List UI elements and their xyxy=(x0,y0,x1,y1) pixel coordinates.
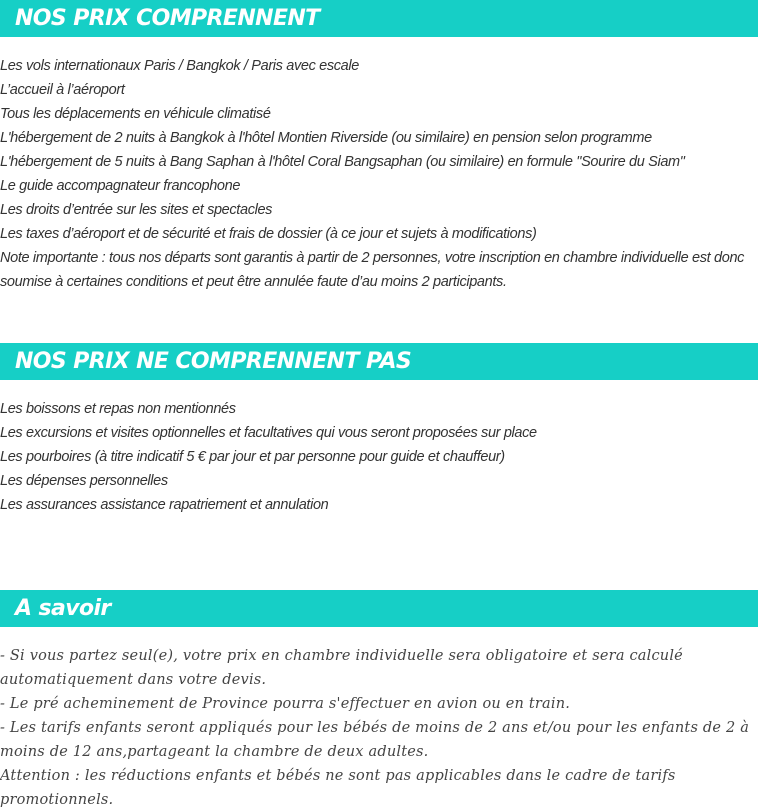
list-item: Les taxes d’aéroport et de sécurité et frais de dossier (à ce jour et sujets à modifications) xyxy=(0,226,537,242)
list-item: L'hébergement de 2 nuits à Bangkok à l'hôtel Montien Riverside (ou similaire) en pension selon programme xyxy=(0,130,652,146)
important-note: Note importante : tous nos départs sont garantis à partir de 2 personnes, votre inscription en chambre individuelle est donc soumise à certaines conditions et peut être annulée faute d’au moins 2 participants. xyxy=(0,250,745,290)
list-item: Les excursions et visites optionnelles et facultatives qui vous seront proposées sur place xyxy=(0,425,537,441)
list-item: Les assurances assistance rapatriement et annulation xyxy=(0,497,329,513)
info-list xyxy=(0,644,758,812)
section-title-included: NOS PRIX COMPRENNENT xyxy=(0,0,758,37)
section-title-info: A savoir xyxy=(0,590,758,627)
info-item: - Si vous partez seul(e), votre prix en chambre individuelle sera obligatoire et sera calculé automatiquement dans votre devis. xyxy=(0,648,683,688)
list-item: Le guide accompagnateur francophone xyxy=(0,178,241,194)
info-item: - Les tarifs enfants seront appliqués pour les bébés de moins de 2 ans et/ou pour les enfants de 2 à moins de 12 ans,partageant la chambre de deux adultes. xyxy=(0,720,750,760)
list-item: L’accueil à l’aéroport xyxy=(0,82,125,98)
info-item: - Le pré acheminement de Province pourra s'effectuer en avion ou en train. xyxy=(0,696,571,712)
included-list xyxy=(0,54,758,294)
list-item: L'hébergement de 5 nuits à Bang Saphan à l'hôtel Coral Bangsaphan (ou similaire) en formule "Sourire du Siam" xyxy=(0,154,685,170)
list-item: Les boissons et repas non mentionnés xyxy=(0,401,236,417)
list-item: Tous les déplacements en véhicule climatisé xyxy=(0,106,271,122)
section-title-excluded: NOS PRIX NE COMPRENNENT PAS xyxy=(0,343,758,380)
list-item: Les vols internationaux Paris / Bangkok / Paris avec escale xyxy=(0,58,359,74)
excluded-list xyxy=(0,397,758,517)
list-item: Les pourboires (à titre indicatif 5 € par jour et par personne pour guide et chauffeur) xyxy=(0,449,505,465)
list-item: Les dépenses personnelles xyxy=(0,473,168,489)
info-item: Attention : les réductions enfants et bébés ne sont pas applicables dans le cadre de tarifs promotionnels. xyxy=(0,768,676,808)
list-item: Les droits d’entrée sur les sites et spectacles xyxy=(0,202,273,218)
